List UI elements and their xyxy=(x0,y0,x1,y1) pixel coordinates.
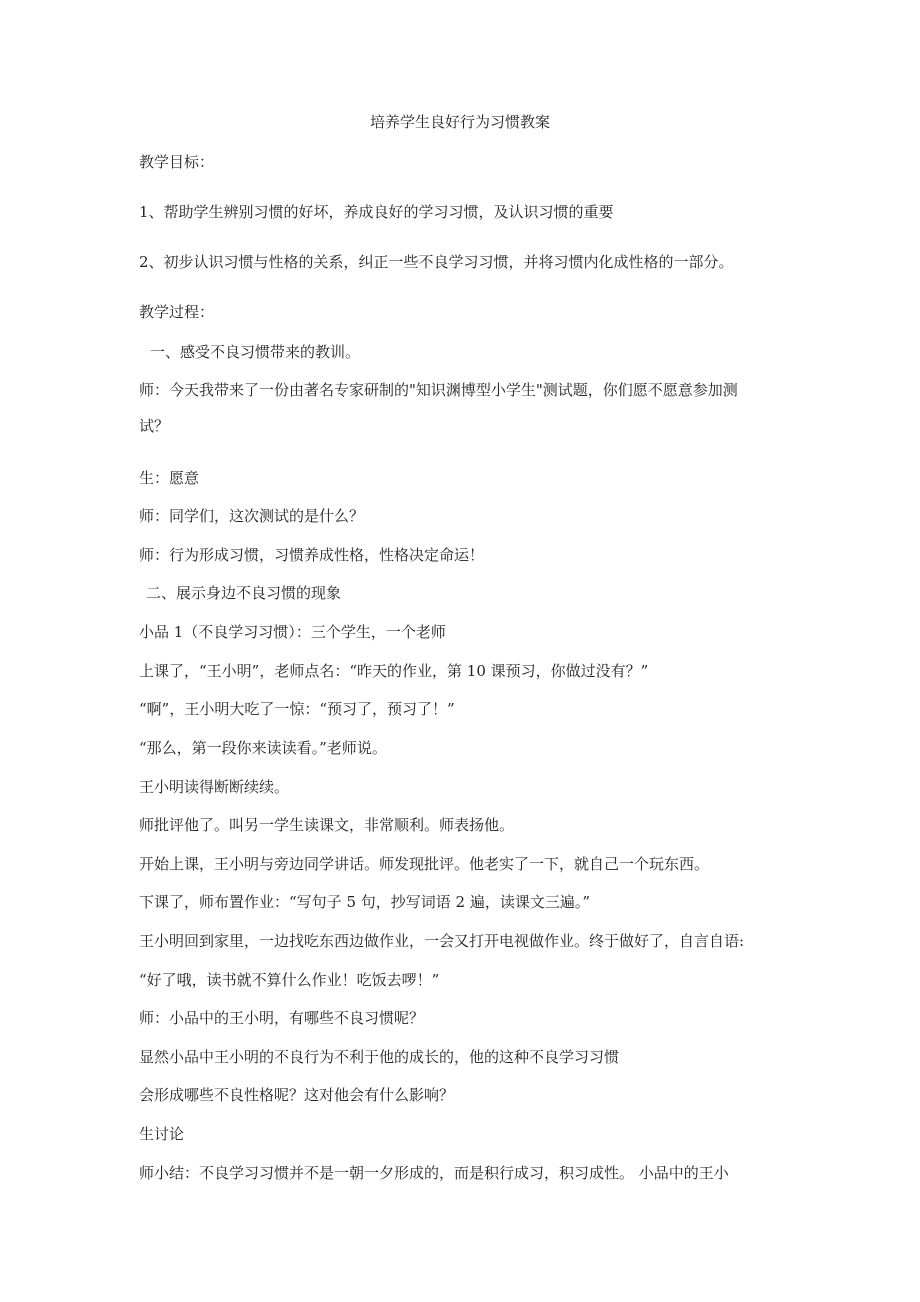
paragraph-line: 师批评他了。叫另一学生读课文，非常顺利。师表扬他。 xyxy=(139,816,515,834)
paragraph-line: 王小明回到家里，一边找吃东西边做作业，一会又打开电视做作业。终于做好了，自言自语: xyxy=(139,932,745,950)
document-title: 培养学生良好行为习惯教案 xyxy=(369,113,550,131)
paragraph-line: 开始上课，王小明与旁边同学讲话。师发现批评。他老实了一下，就自己一个玩东西。 xyxy=(139,855,710,873)
heading-teaching-process: 教学过程： xyxy=(139,303,215,321)
paragraph-line: 师小结：不良学习习惯并不是一朝一夕形成的，而是积行成习，积习成性。 小品中的王小 xyxy=(139,1164,729,1182)
paragraph-line: 上课了，“王小明”，老师点名：“昨天的作业，第 10 课预习，你做过没有？” xyxy=(139,662,649,680)
paragraph-line: “啊”，王小明大吃了一惊：“预习了，预习了！” xyxy=(139,700,455,718)
paragraph-line: 显然小品中王小明的不良行为不利于他的成长的，他的这种不良学习习惯 xyxy=(139,1048,620,1066)
paragraph-line: 试？ xyxy=(139,417,170,435)
paragraph-line: 会形成哪些不良性格呢？这对他会有什么影响？ xyxy=(139,1086,455,1104)
paragraph-line: 师：行为形成习惯，习惯养成性格，性格决定命运！ xyxy=(139,546,485,564)
paragraph-line: 师：今天我带来了一份由著名专家研制的"知识渊博型小学生"测试题，你们愿不愿意参加测 xyxy=(139,381,738,399)
heading-teaching-goals: 教学目标： xyxy=(139,153,215,171)
paragraph-line: 师：小品中的王小明，有哪些不良习惯呢？ xyxy=(139,1009,425,1027)
paragraph-line: “那么，第一段你来读读看。”老师说。 xyxy=(139,739,387,757)
section-heading-2: 二、展示身边不良习惯的现象 xyxy=(146,584,342,602)
paragraph-line: 王小明读得断断续续。 xyxy=(139,778,290,796)
paragraph-line: 生讨论 xyxy=(139,1125,185,1143)
paragraph-line: 小品 1（不良学习习惯）：三个学生，一个老师 xyxy=(139,623,446,641)
paragraph-line: 师：同学们，这次测试的是什么？ xyxy=(139,507,365,525)
paragraph-line: 下课了，师布置作业：“写句子 5 句，抄写词语 2 遍，读课文三遍。” xyxy=(139,893,590,911)
paragraph-line: 生：愿意 xyxy=(139,469,200,487)
paragraph-line: “好了哦，读书就不算什么作业！吃饭去啰！” xyxy=(139,971,440,989)
goal-item-1: 1、帮助学生辨别习惯的好坏，养成良好的学习习惯，及认识习惯的重要 xyxy=(139,203,614,221)
section-heading-1: 一、感受不良习惯带来的教训。 xyxy=(150,343,361,361)
goal-item-2: 2、初步认识习惯与性格的关系，纠正一些不良学习习惯，并将习惯内化成性格的一部分。 xyxy=(139,253,734,271)
